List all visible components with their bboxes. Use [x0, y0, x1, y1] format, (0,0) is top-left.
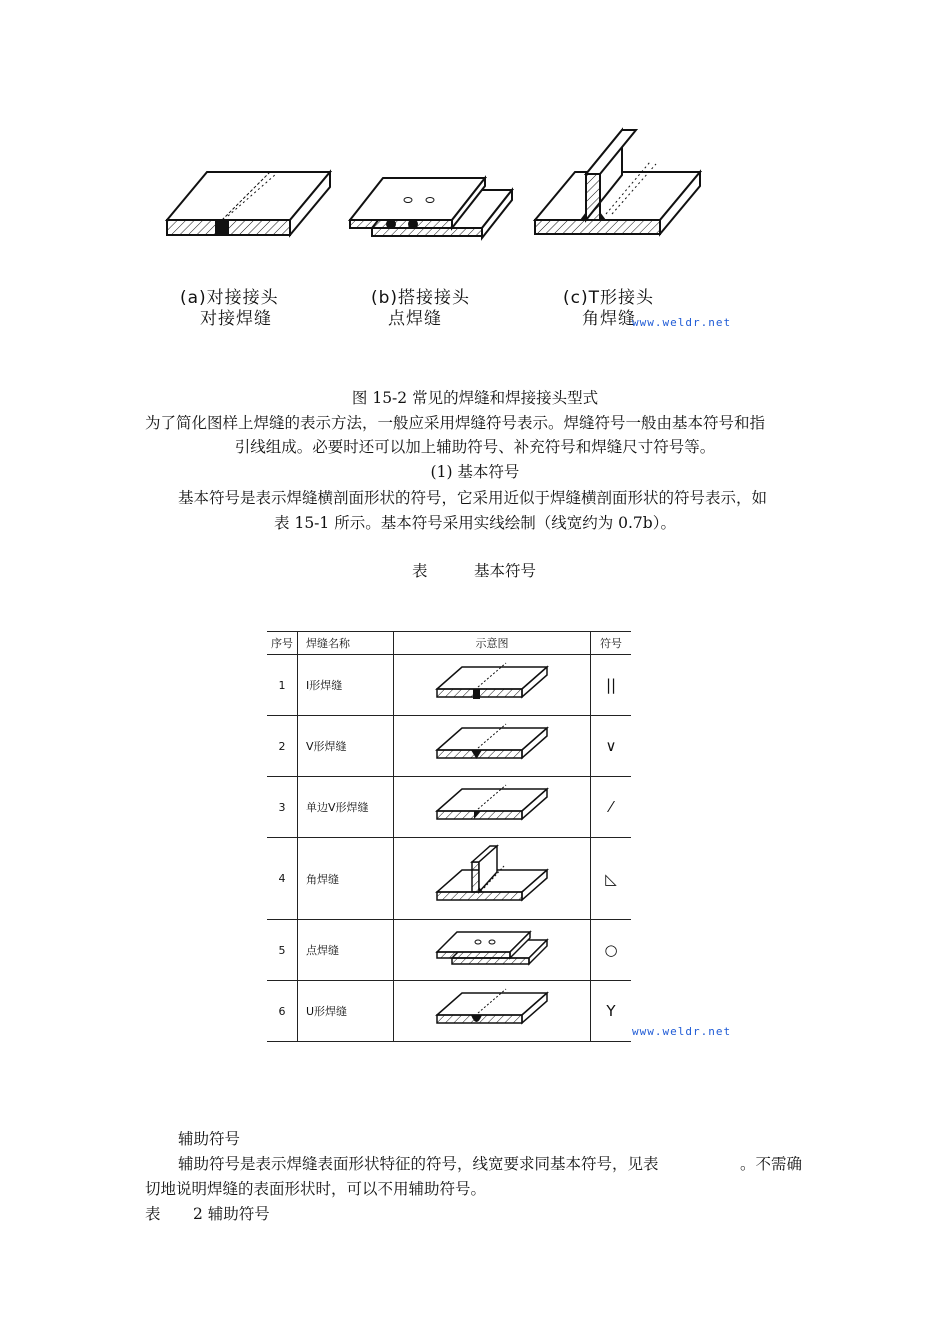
butt-weld-half-v-icon — [432, 781, 552, 831]
joint-figure — [150, 120, 730, 250]
section1-heading: (1) 基本符号 — [430, 463, 520, 481]
header-diagram: 示意图 — [394, 632, 591, 655]
table-row — [267, 981, 631, 1042]
row-no: 1 — [267, 655, 298, 716]
row-name: 角焊缝 — [298, 838, 394, 920]
intro-line2: 引线组成。必要时还可以加上辅助符号、补充符号和焊缝尺寸符号等。 — [234, 438, 716, 456]
caption-a-line1: (a)对接接头 — [180, 288, 279, 308]
header-name: 焊缝名称 — [298, 632, 394, 655]
t-joint-drawing — [535, 130, 700, 234]
row-symbol: Y — [591, 981, 632, 1042]
fillet-weld-icon — [432, 842, 552, 912]
row-name: 单边V形焊缝 — [298, 777, 394, 838]
row-symbol: ○ — [591, 920, 632, 981]
header-no: 序号 — [267, 632, 298, 655]
row-name: U形焊缝 — [298, 981, 394, 1042]
section1-para-line1: 基本符号是表示焊缝横剖面形状的符号，它采用近似于焊缝横剖面形状的符号表示，如 — [178, 489, 768, 507]
table2-label: 2 辅助符号 — [193, 1205, 270, 1223]
row-name: 点焊缝 — [298, 920, 394, 981]
butt-weld-i-icon — [432, 659, 552, 709]
butt-joint-drawing — [167, 172, 330, 235]
section1-para-line2: 表 15-1 所示。基本符号采用实线绘制（线宽约为 0.7b）。 — [274, 514, 676, 532]
row-symbol: ◺ — [591, 838, 632, 920]
table-row — [267, 920, 631, 981]
intro-line1: 为了简化图样上焊缝的表示方法，一般应采用焊缝符号表示。焊缝符号一般由基本符号和指 — [145, 414, 766, 432]
row-name: I形焊缝 — [298, 655, 394, 716]
section2-para-line1: 辅助符号是表示焊缝表面形状特征的符号，线宽要求同基本符号，见表 — [178, 1155, 659, 1173]
spot-weld-icon — [432, 924, 552, 974]
caption-a-line2: 对接焊缝 — [200, 309, 272, 329]
row-no: 6 — [267, 981, 298, 1042]
section2-para-line1-tail: 。不需确 — [740, 1155, 803, 1173]
row-symbol: ∨ — [591, 716, 632, 777]
caption-c-line2: 角焊缝 — [582, 309, 636, 329]
row-no: 5 — [267, 920, 298, 981]
table-title: 基本符号 — [474, 562, 537, 580]
watermark-top: www.weldr.net — [632, 316, 732, 329]
lap-joint-drawing — [350, 178, 512, 238]
table-row — [267, 777, 631, 838]
table-row — [267, 838, 631, 920]
table-header-row — [267, 632, 631, 655]
butt-weld-v-icon — [432, 720, 552, 770]
row-symbol: || — [591, 655, 632, 716]
table-title-prefix: 表 — [412, 562, 428, 580]
table-row — [267, 655, 631, 716]
butt-weld-u-icon — [432, 985, 552, 1035]
row-no: 3 — [267, 777, 298, 838]
section2-para-line2: 切地说明焊缝的表面形状时，可以不用辅助符号。 — [145, 1180, 487, 1198]
watermark-table: www.weldr.net — [632, 1025, 732, 1038]
row-no: 2 — [267, 716, 298, 777]
table-row — [267, 716, 631, 777]
row-symbol: ⁄ — [591, 777, 632, 838]
section2-heading: 辅助符号 — [178, 1130, 241, 1148]
caption-b-line1: (b)搭接接头 — [371, 288, 471, 308]
caption-b-line2: 点焊缝 — [388, 309, 442, 329]
figure-title: 图 15-2 常见的焊缝和焊接接头型式 — [351, 389, 599, 407]
caption-c-line1: (c)T形接头 — [563, 288, 654, 308]
row-no: 4 — [267, 838, 298, 920]
basic-symbol-table — [267, 631, 631, 1042]
header-symbol: 符号 — [591, 632, 632, 655]
row-name: V形焊缝 — [298, 716, 394, 777]
table2-label-prefix: 表 — [145, 1205, 161, 1223]
